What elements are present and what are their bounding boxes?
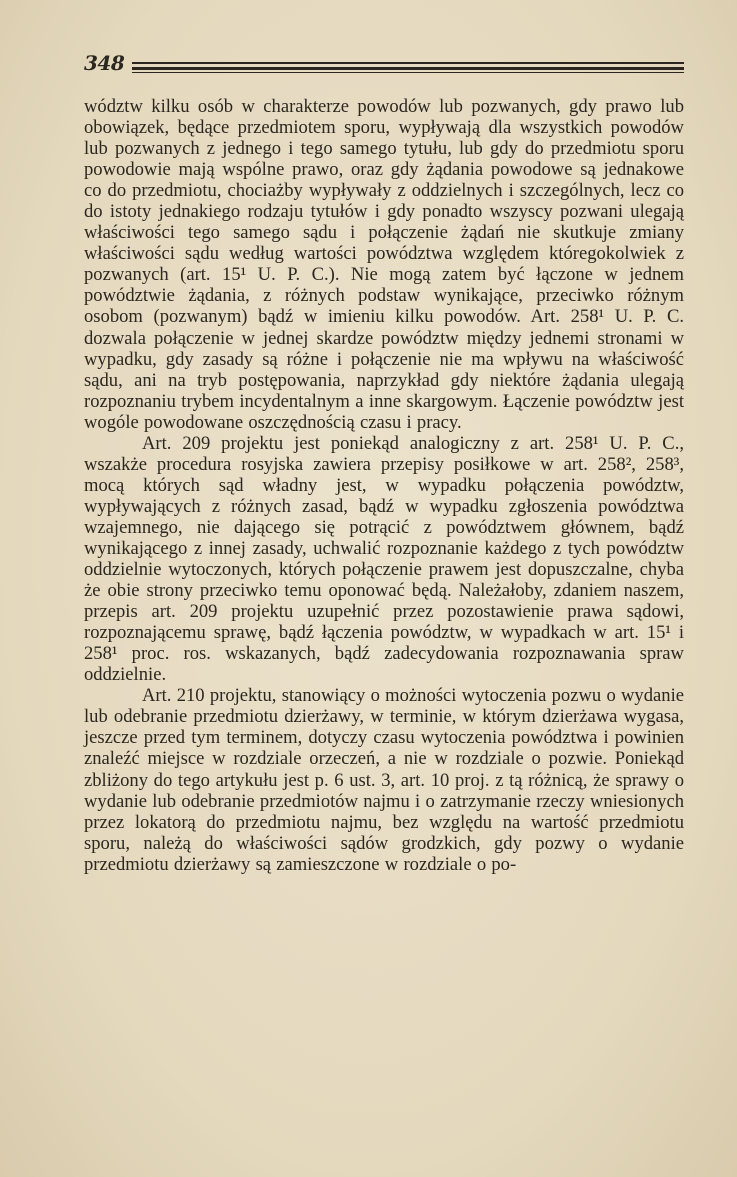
header-rule [132, 62, 684, 64]
paragraph-art-209: Art. 209 projektu jest poniekąd analogiczny z art. 258¹ U. P. C., wszakże procedura rosyjska zawiera przepisy posiłkowe w art. 258², 258³, mocą których sąd władny jest, w wypadku połączenia powództw, wypływających z różnych zasad, bądź w wypadku zgłoszenia powództwa wzajemnego, nie dającego się potrącić z powództwem głównem, bądź wynikającego z innej zasady, uchwalić rozpoznanie każdego z tych powództw oddzielnie wytoczonych, których połączenie prawem jest dopuszczalne, chyba że obie strony przeciwko temu oponować będą. Należałoby, zdaniem naszem, przepis art. 209 projektu uzupełnić przez pozostawienie prawa sądowi, rozpoznającemu sprawę, bądź łączenia powództw, w wypadkach w art. 15¹ i 258¹ proc. ros. wskazanych, bądź zadecydowania rozpoznawania spraw oddzielnie. [84, 432, 684, 686]
header-rule [132, 72, 684, 73]
page-number: 348 [84, 51, 125, 75]
paragraph-art-210: Art. 210 projektu, stanowiący o możności wytoczenia pozwu o wydanie lub odebranie przedmiotu dzierżawy, w terminie, w którym dzierżawa wygasa, jeszcze przed tym terminem, dotyczy czasu wytoczenia powództwa i powinien znaleźć miejsce w rozdziale orzeczeń, a nie w rozdziale o pozwie. Poniekąd zbliżony do tego artykułu jest p. 6 ust. 3, art. 10 proj. z tą różnicą, że sprawy o wydanie lub odebranie przedmiotów najmu i o zatrzymanie rzeczy wniesionych przez lokatorą do przedmiotu najmu, bez względu na wartość przedmiotu sporu, należą do właściwości sądów grodzkich, gdy pozwy o wydanie przedmiotu dzierżawy są zamieszczone w rozdziale o po- [84, 685, 684, 875]
page-header [84, 50, 684, 80]
body-text [84, 96, 684, 875]
paragraph-continuation: wództw kilku osób w charakterze powodów lub pozwanych, gdy prawo lub obowiązek, będące przedmiotem sporu, wypływają dla wszystkich powodów lub pozwanych z jednego i tego samego tytułu, lub gdy do przedmiotu sporu powodowie mają wspólne prawo, oraz gdy żądania powodowe są jednakowe co do przedmiotu, chociażby wypływały z oddzielnych i szczególnych, lecz co do istoty jednakiego rodzaju tytułów i gdy ponadto wszyscy pozwani ulegają właściwości tego samego sądu i połączenie żądań nie skutkuje zmiany właściwości sądu według wartości powództwa względem któregokolwiek z pozwanych (art. 15¹ U. P. C.). Nie mogą zatem być łączone w jednem powództwie żądania, z różnych podstaw wynikające, przeciwko różnym osobom (pozwanym) bądź w imieniu kilku powodów. Art. 258¹ U. P. C. dozwala połączenie w jednej skardze powództw między jednemi stronami w wypadku, gdy zasady są różne i połączenie nie ma wpływu na właściwość sądu, ani na tryb postępowania, naprzykład gdy niektóre żądania ulegają rozpoznaniu trybem incydentalnym a inne skargowym. Łączenie powództw jest wogóle powodowane oszczędnością czasu i pracy. [84, 96, 684, 433]
header-rule [132, 67, 684, 70]
